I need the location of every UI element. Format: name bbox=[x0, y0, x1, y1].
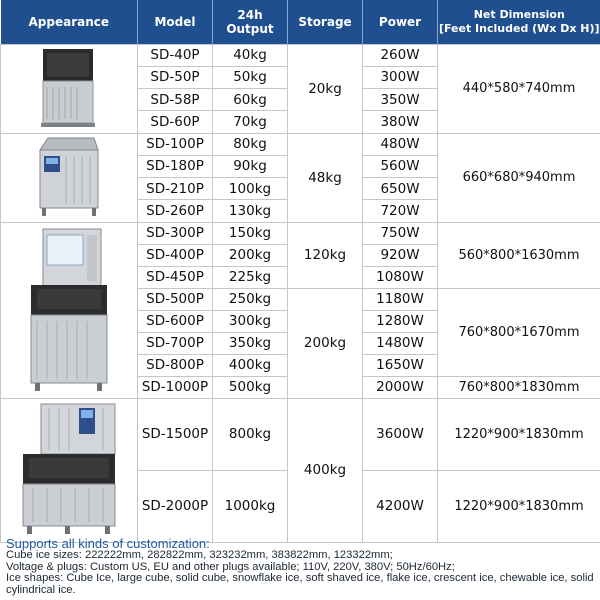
dimension-cell: 1220*900*1830mm bbox=[438, 398, 600, 470]
model-cell: SD-400P bbox=[138, 244, 213, 266]
header-dimension-line2: [Feet Included (Wx Dx H)] bbox=[438, 21, 600, 35]
model-cell: SD-500P bbox=[138, 288, 213, 310]
model-cell: SD-800P bbox=[138, 354, 213, 376]
output-cell: 60kg bbox=[213, 89, 288, 111]
table-row bbox=[1, 398, 600, 470]
dimension-cell: 1220*900*1830mm bbox=[438, 470, 600, 542]
header-dimension bbox=[438, 0, 600, 44]
power-cell: 4200W bbox=[363, 470, 438, 542]
output-cell: 300kg bbox=[213, 310, 288, 332]
model-cell: SD-40P bbox=[138, 44, 213, 66]
header-model: Model bbox=[138, 0, 213, 44]
header-output: 24h Output bbox=[213, 0, 288, 44]
output-cell: 1000kg bbox=[213, 470, 288, 542]
notes-shapes: Ice shapes: Cube Ice, large cube, solid cube, snowflake ice, soft shaved ice, flake ice, crescent ice, chewable ice, solid cylindrical ice. bbox=[6, 572, 594, 596]
model-cell: SD-210P bbox=[138, 178, 213, 200]
power-cell: 750W bbox=[363, 222, 438, 244]
power-cell: 1480W bbox=[363, 332, 438, 354]
dimension-cell: 440*580*740mm bbox=[438, 44, 600, 133]
table-row bbox=[1, 222, 600, 244]
small-ice-machine-icon bbox=[1, 44, 138, 133]
power-cell: 300W bbox=[363, 66, 438, 88]
notes-lead: Supports all kinds of customization: bbox=[6, 536, 210, 551]
model-cell: SD-700P bbox=[138, 332, 213, 354]
model-cell: SD-180P bbox=[138, 155, 213, 177]
output-cell: 40kg bbox=[213, 44, 288, 66]
power-cell: 350W bbox=[363, 89, 438, 111]
medium-ice-machine-icon bbox=[1, 133, 138, 222]
output-cell: 800kg bbox=[213, 398, 288, 470]
power-cell: 720W bbox=[363, 200, 438, 222]
dimension-cell: 660*680*940mm bbox=[438, 133, 600, 222]
storage-cell: 48kg bbox=[288, 133, 363, 222]
model-cell: SD-1000P bbox=[138, 376, 213, 398]
model-cell: SD-2000P bbox=[138, 470, 213, 542]
model-cell: SD-450P bbox=[138, 266, 213, 288]
output-cell: 200kg bbox=[213, 244, 288, 266]
power-cell: 920W bbox=[363, 244, 438, 266]
header-storage: Storage bbox=[288, 0, 363, 44]
output-cell: 100kg bbox=[213, 178, 288, 200]
power-cell: 560W bbox=[363, 155, 438, 177]
model-cell: SD-58P bbox=[138, 89, 213, 111]
power-cell: 3600W bbox=[363, 398, 438, 470]
header-power: Power bbox=[363, 0, 438, 44]
output-cell: 250kg bbox=[213, 288, 288, 310]
output-cell: 225kg bbox=[213, 266, 288, 288]
dimension-cell: 560*800*1630mm bbox=[438, 222, 600, 288]
output-cell: 80kg bbox=[213, 133, 288, 155]
power-cell: 480W bbox=[363, 133, 438, 155]
power-cell: 380W bbox=[363, 111, 438, 133]
notes-cube-sizes: Cube ice sizes: 222222mm, 282822mm, 323232mm, 383822mm, 123322mm; bbox=[6, 549, 393, 561]
output-cell: 350kg bbox=[213, 332, 288, 354]
output-cell: 150kg bbox=[213, 222, 288, 244]
table-row bbox=[1, 133, 600, 155]
storage-cell: 200kg bbox=[288, 288, 363, 398]
dimension-cell: 760*800*1670mm bbox=[438, 288, 600, 376]
output-cell: 130kg bbox=[213, 200, 288, 222]
output-cell: 70kg bbox=[213, 111, 288, 133]
tall-ice-machine-icon bbox=[1, 222, 138, 398]
model-cell: SD-60P bbox=[138, 111, 213, 133]
model-cell: SD-260P bbox=[138, 200, 213, 222]
power-cell: 260W bbox=[363, 44, 438, 66]
notes-voltage: Voltage & plugs: Custom US, EU and other plugs available; 110V, 220V, 380V; 50Hz/60Hz; bbox=[6, 560, 455, 573]
model-cell: SD-300P bbox=[138, 222, 213, 244]
table-row bbox=[1, 44, 600, 66]
storage-cell: 120kg bbox=[288, 222, 363, 288]
output-cell: 500kg bbox=[213, 376, 288, 398]
power-cell: 1650W bbox=[363, 354, 438, 376]
storage-cell: 20kg bbox=[288, 44, 363, 133]
power-cell: 1280W bbox=[363, 310, 438, 332]
output-cell: 90kg bbox=[213, 155, 288, 177]
model-cell: SD-50P bbox=[138, 66, 213, 88]
model-cell: SD-1500P bbox=[138, 398, 213, 470]
output-cell: 400kg bbox=[213, 354, 288, 376]
customization-notes bbox=[6, 537, 596, 596]
dimension-cell: 760*800*1830mm bbox=[438, 376, 600, 398]
output-cell: 50kg bbox=[213, 66, 288, 88]
power-cell: 1080W bbox=[363, 266, 438, 288]
header-appearance: Appearance bbox=[1, 0, 138, 44]
power-cell: 650W bbox=[363, 178, 438, 200]
header-row bbox=[1, 0, 600, 44]
model-cell: SD-100P bbox=[138, 133, 213, 155]
large-ice-machine-icon bbox=[1, 398, 138, 542]
power-cell: 1180W bbox=[363, 288, 438, 310]
model-cell: SD-600P bbox=[138, 310, 213, 332]
storage-cell: 400kg bbox=[288, 398, 363, 542]
header-dimension-line1: Net Dimension bbox=[473, 7, 565, 21]
power-cell: 2000W bbox=[363, 376, 438, 398]
